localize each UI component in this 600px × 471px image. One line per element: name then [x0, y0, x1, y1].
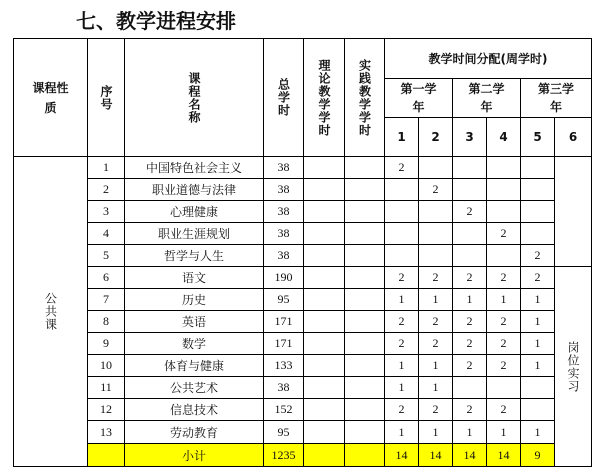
row-course-name: 英语	[125, 311, 264, 333]
row-total-hours: 38	[264, 179, 304, 201]
row-semester-1	[385, 179, 419, 201]
header-total-hours	[264, 39, 304, 157]
row-semester-4: 2	[487, 333, 521, 355]
row-theory-hours	[304, 157, 345, 179]
row-semester-1: 1	[385, 377, 419, 399]
row-semester-1: 2	[385, 157, 419, 179]
row-semester-5	[521, 377, 555, 399]
header-year-1	[385, 79, 453, 118]
row-total-hours: 38	[264, 245, 304, 267]
table-row	[14, 399, 592, 421]
total-semester-3: 14	[453, 444, 487, 467]
row-practice-hours	[345, 201, 385, 223]
section-title: 七、教学进程安排	[76, 9, 236, 33]
row-seq: 7	[88, 289, 125, 311]
row-theory-hours	[304, 355, 345, 377]
header-course-nature	[14, 39, 88, 157]
row-course-name: 数学	[125, 333, 264, 355]
header-semester-6: 6	[555, 118, 592, 157]
row-total-hours: 38	[264, 223, 304, 245]
row-semester-2: 1	[419, 377, 453, 399]
row-semester-5	[521, 399, 555, 421]
row-semester-4	[487, 157, 521, 179]
header-semester-2: 2	[419, 118, 453, 157]
total-hours: 1235	[264, 444, 304, 467]
internship-label: 岗位实习	[566, 340, 581, 393]
header-theory-hours-label: 理论教学学时	[317, 58, 331, 137]
row-semester-3: 2	[453, 355, 487, 377]
total-practice	[345, 444, 385, 467]
header-time-distribution: 教学时间分配(周学时)	[385, 39, 592, 79]
row-semester-1: 2	[385, 267, 419, 289]
row-semester-2	[419, 157, 453, 179]
total-row	[14, 444, 592, 467]
header-course-name-label: 课程名称	[187, 71, 201, 124]
header-year-1-label: 第一学年	[400, 82, 437, 114]
row-semester-2: 2	[419, 267, 453, 289]
table-row	[14, 179, 592, 201]
row-practice-hours	[345, 333, 385, 355]
row-seq: 10	[88, 355, 125, 377]
row-practice-hours	[345, 157, 385, 179]
row-total-hours: 133	[264, 355, 304, 377]
total-label: 小计	[125, 444, 264, 467]
row-seq: 3	[88, 201, 125, 223]
row-semester-5	[521, 179, 555, 201]
row-semester-5: 1	[521, 421, 555, 444]
header-total-hours-label: 总学时	[276, 78, 291, 117]
row-semester-5: 1	[521, 311, 555, 333]
row-total-hours: 38	[264, 377, 304, 399]
row-total-hours: 95	[264, 421, 304, 444]
row-semester-2	[419, 245, 453, 267]
row-course-name: 劳动教育	[125, 421, 264, 444]
row-semester-3: 2	[453, 333, 487, 355]
row-semester-4: 2	[487, 355, 521, 377]
row-semester-4: 1	[487, 289, 521, 311]
row-semester-5	[521, 157, 555, 179]
row-semester-3	[453, 179, 487, 201]
row-practice-hours	[345, 223, 385, 245]
header-course-nature-label: 课程性质	[32, 80, 69, 115]
row-practice-hours	[345, 421, 385, 444]
row-semester-3	[453, 157, 487, 179]
row-theory-hours	[304, 201, 345, 223]
row-seq: 12	[88, 399, 125, 421]
row-course-name: 哲学与人生	[125, 245, 264, 267]
row-practice-hours	[345, 311, 385, 333]
row-semester-5: 1	[521, 333, 555, 355]
header-semester-5: 5	[521, 118, 555, 157]
row-theory-hours	[304, 223, 345, 245]
row-theory-hours	[304, 311, 345, 333]
table-row	[14, 355, 592, 377]
total-semester-1: 14	[385, 444, 419, 467]
row-semester-5: 1	[521, 355, 555, 377]
row-seq: 5	[88, 245, 125, 267]
header-year-3-label: 第三学年	[538, 82, 575, 114]
header-practice-hours-label: 实践教学学时	[357, 58, 372, 137]
internship-cell	[555, 267, 592, 467]
row-course-name: 体育与健康	[125, 355, 264, 377]
row-total-hours: 190	[264, 267, 304, 289]
row-total-hours: 152	[264, 399, 304, 421]
row-semester-5	[521, 201, 555, 223]
header-year-3	[521, 79, 592, 118]
row-practice-hours	[345, 179, 385, 201]
row-semester-1: 1	[385, 289, 419, 311]
row-seq: 4	[88, 223, 125, 245]
row-semester-3: 2	[453, 267, 487, 289]
row-semester-5: 2	[521, 267, 555, 289]
row-semester-2: 1	[419, 421, 453, 444]
total-theory	[304, 444, 345, 467]
row-semester-1: 2	[385, 399, 419, 421]
row-total-hours: 171	[264, 333, 304, 355]
row-semester-2: 1	[419, 355, 453, 377]
header-semester-3: 3	[453, 118, 487, 157]
header-practice-hours	[345, 39, 385, 157]
table-row	[14, 245, 592, 267]
row-semester-4	[487, 201, 521, 223]
row-total-hours: 171	[264, 311, 304, 333]
row-seq: 2	[88, 179, 125, 201]
table-row	[14, 201, 592, 223]
row-total-hours: 95	[264, 289, 304, 311]
table-row	[14, 333, 592, 355]
table-row	[14, 311, 592, 333]
row-semester-5: 2	[521, 245, 555, 267]
row-total-hours: 38	[264, 201, 304, 223]
row-course-name: 中国特色社会主义	[125, 157, 264, 179]
row-practice-hours	[345, 377, 385, 399]
row-semester-4	[487, 377, 521, 399]
total-seq	[88, 444, 125, 467]
row-semester-3	[453, 245, 487, 267]
total-semester-4: 14	[487, 444, 521, 467]
row-practice-hours	[345, 399, 385, 421]
row-seq: 6	[88, 267, 125, 289]
table-row	[14, 223, 592, 245]
row-semester-3: 1	[453, 289, 487, 311]
row-semester-1: 1	[385, 421, 419, 444]
table-row	[14, 289, 592, 311]
row-seq: 11	[88, 377, 125, 399]
total-semester-2: 14	[419, 444, 453, 467]
header-year-2	[453, 79, 521, 118]
row-theory-hours	[304, 245, 345, 267]
row-course-name: 信息技术	[125, 399, 264, 421]
row-semester-2	[419, 201, 453, 223]
row-theory-hours	[304, 421, 345, 444]
row-semester-2: 2	[419, 179, 453, 201]
row-semester-2	[419, 223, 453, 245]
row-theory-hours	[304, 399, 345, 421]
row-semester-4	[487, 179, 521, 201]
row-theory-hours	[304, 267, 345, 289]
row-semester-2: 1	[419, 289, 453, 311]
row-semester-4: 2	[487, 223, 521, 245]
row-semester-3: 2	[453, 399, 487, 421]
row-semester-1: 1	[385, 355, 419, 377]
row-semester-4: 2	[487, 399, 521, 421]
row-seq: 13	[88, 421, 125, 444]
row-theory-hours	[304, 333, 345, 355]
header-theory-hours	[304, 39, 345, 157]
row-practice-hours	[345, 289, 385, 311]
table-row	[14, 267, 592, 289]
row-semester-4: 2	[487, 311, 521, 333]
row-course-name: 语文	[125, 267, 264, 289]
row-semester-1	[385, 223, 419, 245]
row-semester-4	[487, 245, 521, 267]
row-course-name: 公共艺术	[125, 377, 264, 399]
teaching-schedule-table	[13, 38, 592, 467]
header-year-2-label: 第二学年	[468, 82, 505, 114]
row-theory-hours	[304, 179, 345, 201]
row-semester-3: 2	[453, 311, 487, 333]
row-semester-2: 2	[419, 311, 453, 333]
course-nature-cell	[14, 157, 88, 467]
row-semester-1: 2	[385, 311, 419, 333]
row-semester-2: 2	[419, 333, 453, 355]
header-seq-label: 序号	[99, 84, 113, 111]
row-semester-3	[453, 223, 487, 245]
header-seq	[88, 39, 125, 157]
row-seq: 8	[88, 311, 125, 333]
row-course-name: 职业生涯规划	[125, 223, 264, 245]
row-total-hours: 38	[264, 157, 304, 179]
row-semester-3	[453, 377, 487, 399]
row-practice-hours	[345, 245, 385, 267]
row-semester-4: 2	[487, 267, 521, 289]
row-semester-3: 2	[453, 201, 487, 223]
row-practice-hours	[345, 355, 385, 377]
row-theory-hours	[304, 289, 345, 311]
row-course-name: 心理健康	[125, 201, 264, 223]
row-course-name: 职业道德与法律	[125, 179, 264, 201]
table-row	[14, 157, 592, 179]
table-row	[14, 421, 592, 444]
header-course-name	[125, 39, 264, 157]
row-semester-1	[385, 201, 419, 223]
row-semester-4: 1	[487, 421, 521, 444]
row-semester-3: 1	[453, 421, 487, 444]
header-semester-1: 1	[385, 118, 419, 157]
total-semester-5: 9	[521, 444, 555, 467]
row-semester-1	[385, 245, 419, 267]
row-semester-5	[521, 223, 555, 245]
row-seq: 9	[88, 333, 125, 355]
row-semester-5: 1	[521, 289, 555, 311]
row-theory-hours	[304, 377, 345, 399]
semester-6-blank	[555, 157, 592, 267]
row-semester-1: 2	[385, 333, 419, 355]
row-semester-2: 2	[419, 399, 453, 421]
course-nature-label: 公共课	[43, 292, 58, 331]
row-course-name: 历史	[125, 289, 264, 311]
header-semester-4: 4	[487, 118, 521, 157]
table-row	[14, 377, 592, 399]
row-seq: 1	[88, 157, 125, 179]
row-practice-hours	[345, 267, 385, 289]
